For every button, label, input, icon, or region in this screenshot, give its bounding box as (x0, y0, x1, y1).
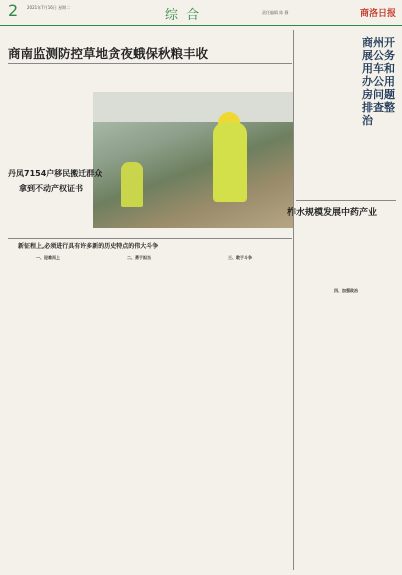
main-headline: 商南监测防控草地贪夜蛾保秋粮丰收 (8, 46, 209, 61)
commentary-col-1 (8, 252, 88, 570)
divider (296, 200, 396, 201)
date-line: 2021年7月16日 星期二 (27, 5, 71, 10)
commentary-col-2 (94, 252, 184, 570)
masthead (0, 0, 402, 26)
newspaper-logo: 商洛日报 (360, 9, 397, 19)
commentary-col-4 (296, 285, 396, 570)
side-headline: 商州开展公务用车和办公用房问题排查整治 (362, 36, 395, 127)
story-subhead-1: 丹凤7154户移民搬迁群众 (8, 169, 103, 178)
column-head-4: 四、加强政治 (334, 288, 358, 293)
resettlement-story-text (8, 196, 90, 238)
story-subhead-4: 柞水规模发展中药产业 (287, 208, 378, 218)
column-head-2: 二、勇于担当 (127, 255, 151, 260)
main-story-text (8, 68, 92, 163)
column-divider (293, 30, 294, 570)
photo-worker (213, 122, 247, 202)
commentary-col-3 (190, 252, 290, 570)
story-subhead-2: 拿到不动产权证书 (19, 184, 83, 193)
main-story-text-3 (192, 68, 290, 90)
editor-line: 责任编辑 陈 静 (262, 10, 289, 15)
photo-figure (121, 162, 143, 207)
photo-sky (93, 92, 293, 122)
column-head-3: 三、敢于斗争 (228, 255, 252, 260)
divider (8, 63, 292, 64)
main-story-text-2 (96, 68, 188, 90)
commentary-title: 新征程上,必须进行具有许多新的历史特点的伟大斗争 (18, 243, 159, 250)
column-head-1: 一、迎难而上 (36, 255, 60, 260)
news-photo (93, 92, 293, 228)
divider (8, 238, 292, 239)
section-name: 综 合 (165, 8, 202, 23)
page-number: 2 (8, 1, 19, 20)
side-story-text (296, 36, 356, 196)
herb-story-text (296, 218, 396, 278)
